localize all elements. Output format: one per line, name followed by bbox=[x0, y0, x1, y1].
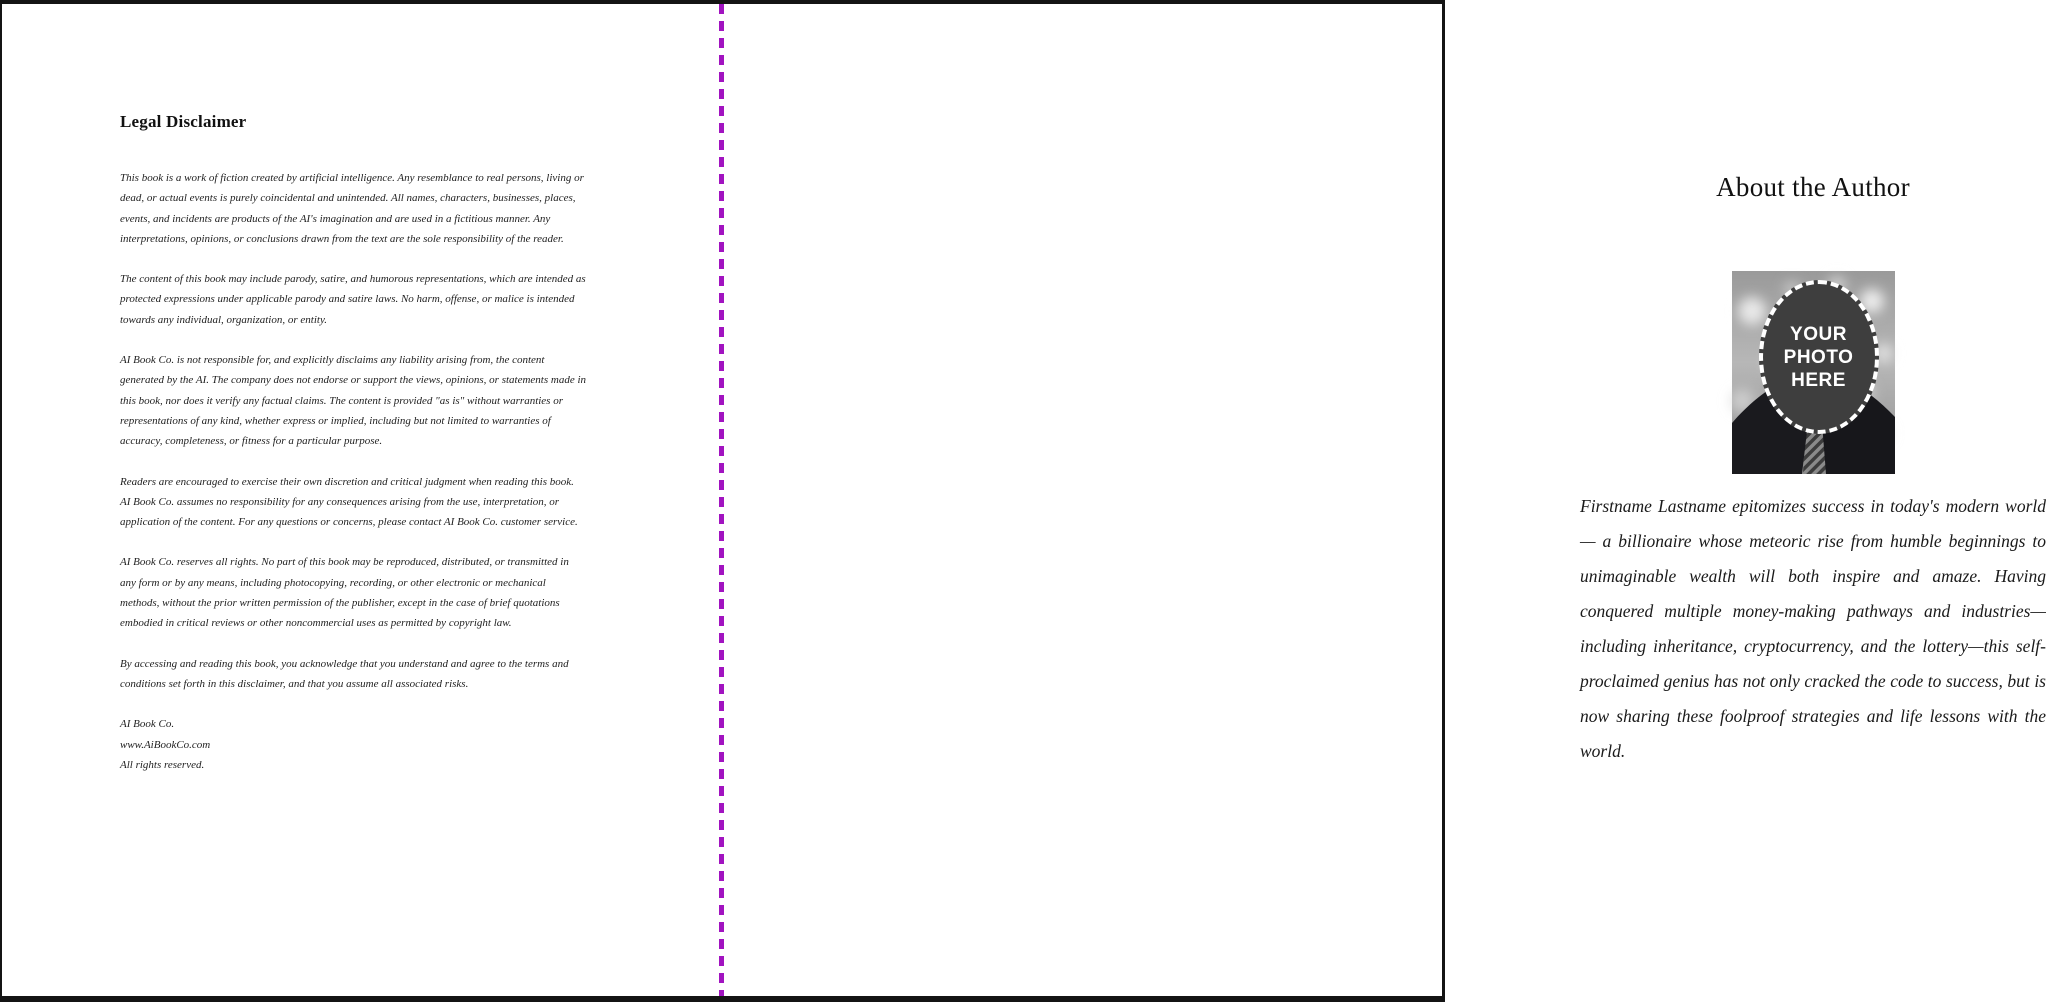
page-legal-disclaimer bbox=[2, 4, 719, 996]
disclaimer-paragraph-fiction: This book is a work of fiction created by artificial intelligence. Any resemblance to real persons, living or dead, or actual events is purely coincidental and unintended. All names, characters, businesses, places, events, and incidents are products of the AI's imagination and are used in a fictitious manner. Any interpretations, opinions, or conclusions drawn from the text are the sole responsibility of the reader. bbox=[120, 172, 584, 245]
page-about-author bbox=[724, 4, 2046, 996]
disclaimer-paragraph-copyright: AI Book Co. reserves all rights. No part of this book may be reproduced, distributed, or transmitted in any form or by any means, including photocopying, recording, or other electronic or mechanical methods, without the prior written permission of the publisher, except in the case of brief quotations embodied in critical reviews or other noncommercial uses as permitted by copyright law. bbox=[120, 556, 569, 630]
photo-placeholder-oval bbox=[1759, 280, 1879, 434]
publisher-name: AI Book Co. bbox=[120, 718, 175, 731]
about-author-title: About the Author bbox=[1716, 172, 1910, 202]
photo-placeholder-label: YOUR PHOTO HERE bbox=[1783, 323, 1854, 391]
publisher-website: www.AiBookCo.com bbox=[120, 738, 211, 751]
disclaimer-paragraph-readers: Readers are encouraged to exercise their own discretion and critical judgment when reading this book. AI Book Co. assumes no responsibility for any consequences arising from the use, interpretation, or application of the content. For any questions or concerns, please contact AI Book Co. customer service. bbox=[120, 475, 578, 529]
disclaimer-paragraph-terms: By accessing and reading this book, you acknowledge that you understand and agree to the terms and conditions set forth in this disclaimer, and that you assume all associated risks. bbox=[120, 657, 569, 690]
fold-line bbox=[719, 4, 724, 996]
legal-disclaimer-title: Legal Disclaimer bbox=[120, 112, 247, 131]
publisher-block bbox=[120, 714, 586, 775]
rights-reserved-line: All rights reserved. bbox=[120, 758, 205, 771]
author-photo bbox=[1732, 271, 1895, 474]
disclaimer-paragraph-parody: The content of this book may include parody, satire, and humorous representations, which are intended as protected expressions under applicable parody and satire laws. No harm, offense, or malice is intended towards any individual, organization, or entity. bbox=[120, 273, 586, 326]
about-author-content bbox=[1580, 172, 2046, 769]
disclaimer-paragraph-liability: AI Book Co. is not responsible for, and explicitly disclaims any liability arising from, the content generated by the AI. The company does not endorse or support the views, opinions, or statements made in this book, nor does it verify any factual claims. The content is provided "as is" without warranties or representations of any kind, whether express or implied, including but not limited to warranties of accuracy, completeness, or fitness for a particular purpose. bbox=[120, 354, 587, 448]
author-bio: Firstname Lastname epitomizes success in today's modern world — a billionaire whose meteoric rise from humble beginnings to unimaginable wealth will both inspire and amaze. Having conquered multiple money-making pathways and industries—including inheritance, cryptocurrency, and the lottery—this self-proclaimed genius has not only cracked the code to success, but is now sharing these foolproof strategies and life lessons with the world. bbox=[1580, 496, 2046, 761]
legal-disclaimer-content bbox=[120, 112, 586, 775]
